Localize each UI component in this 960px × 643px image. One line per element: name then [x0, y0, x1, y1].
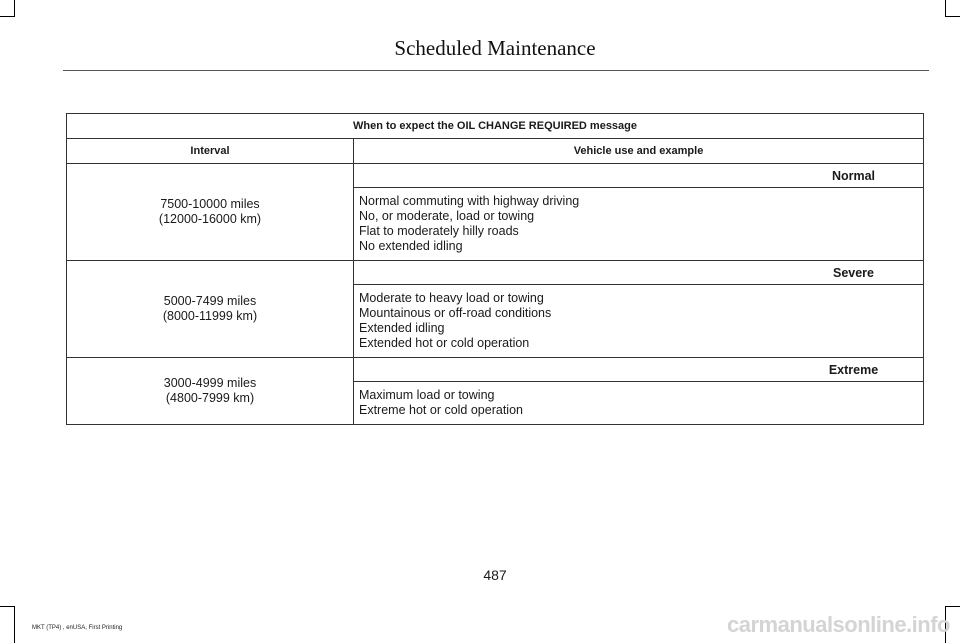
interval-km: (12000-16000 km)	[158, 212, 262, 226]
condition-item: Maximum load or towing	[359, 388, 495, 402]
table-caption: When to expect the OIL CHANGE REQUIRED message	[67, 114, 924, 139]
interval-cell	[67, 261, 354, 358]
interval-km: (8000-11999 km)	[162, 309, 258, 323]
condition-item: Extended idling	[359, 321, 445, 335]
crop-mark	[945, 16, 960, 17]
condition-item: No extended idling	[359, 239, 463, 253]
crop-mark	[0, 606, 15, 607]
crop-mark	[14, 0, 15, 16]
column-header-vehicle-use: Vehicle use and example	[354, 139, 924, 164]
interval-miles: 3000-4999 miles	[163, 376, 257, 390]
page-number: 487	[483, 567, 507, 583]
condition-item: Extreme hot or cold operation	[359, 403, 523, 417]
category-label: Extreme	[354, 358, 924, 382]
crop-mark	[14, 606, 15, 643]
oil-change-table	[66, 113, 924, 425]
page-title: Scheduled Maintenance	[394, 36, 596, 60]
interval-cell	[67, 358, 354, 425]
interval-miles: 5000-7499 miles	[163, 294, 257, 308]
column-header-interval: Interval	[67, 139, 354, 164]
crop-mark	[945, 606, 960, 607]
category-label: Normal	[354, 164, 924, 188]
conditions-cell	[354, 188, 924, 261]
conditions-cell	[354, 382, 924, 425]
condition-item: No, or moderate, load or towing	[359, 209, 535, 223]
condition-item: Mountainous or off-road conditions	[359, 306, 552, 320]
condition-item: Moderate to heavy load or towing	[359, 291, 544, 305]
header-rule	[63, 70, 929, 71]
interval-cell	[67, 164, 354, 261]
crop-mark	[945, 0, 946, 16]
condition-item: Extended hot or cold operation	[359, 336, 530, 350]
interval-km: (4800-7999 km)	[165, 391, 255, 405]
category-label: Severe	[354, 261, 924, 285]
conditions-cell	[354, 285, 924, 358]
condition-item: Flat to moderately hilly roads	[359, 224, 519, 238]
watermark: carmanualsonline.info	[727, 612, 950, 637]
interval-miles: 7500-10000 miles	[160, 197, 260, 211]
condition-item: Normal commuting with highway driving	[359, 194, 580, 208]
crop-mark	[0, 16, 15, 17]
edition-footer: MKT (TP4) , enUSA, First Printing	[32, 625, 123, 631]
